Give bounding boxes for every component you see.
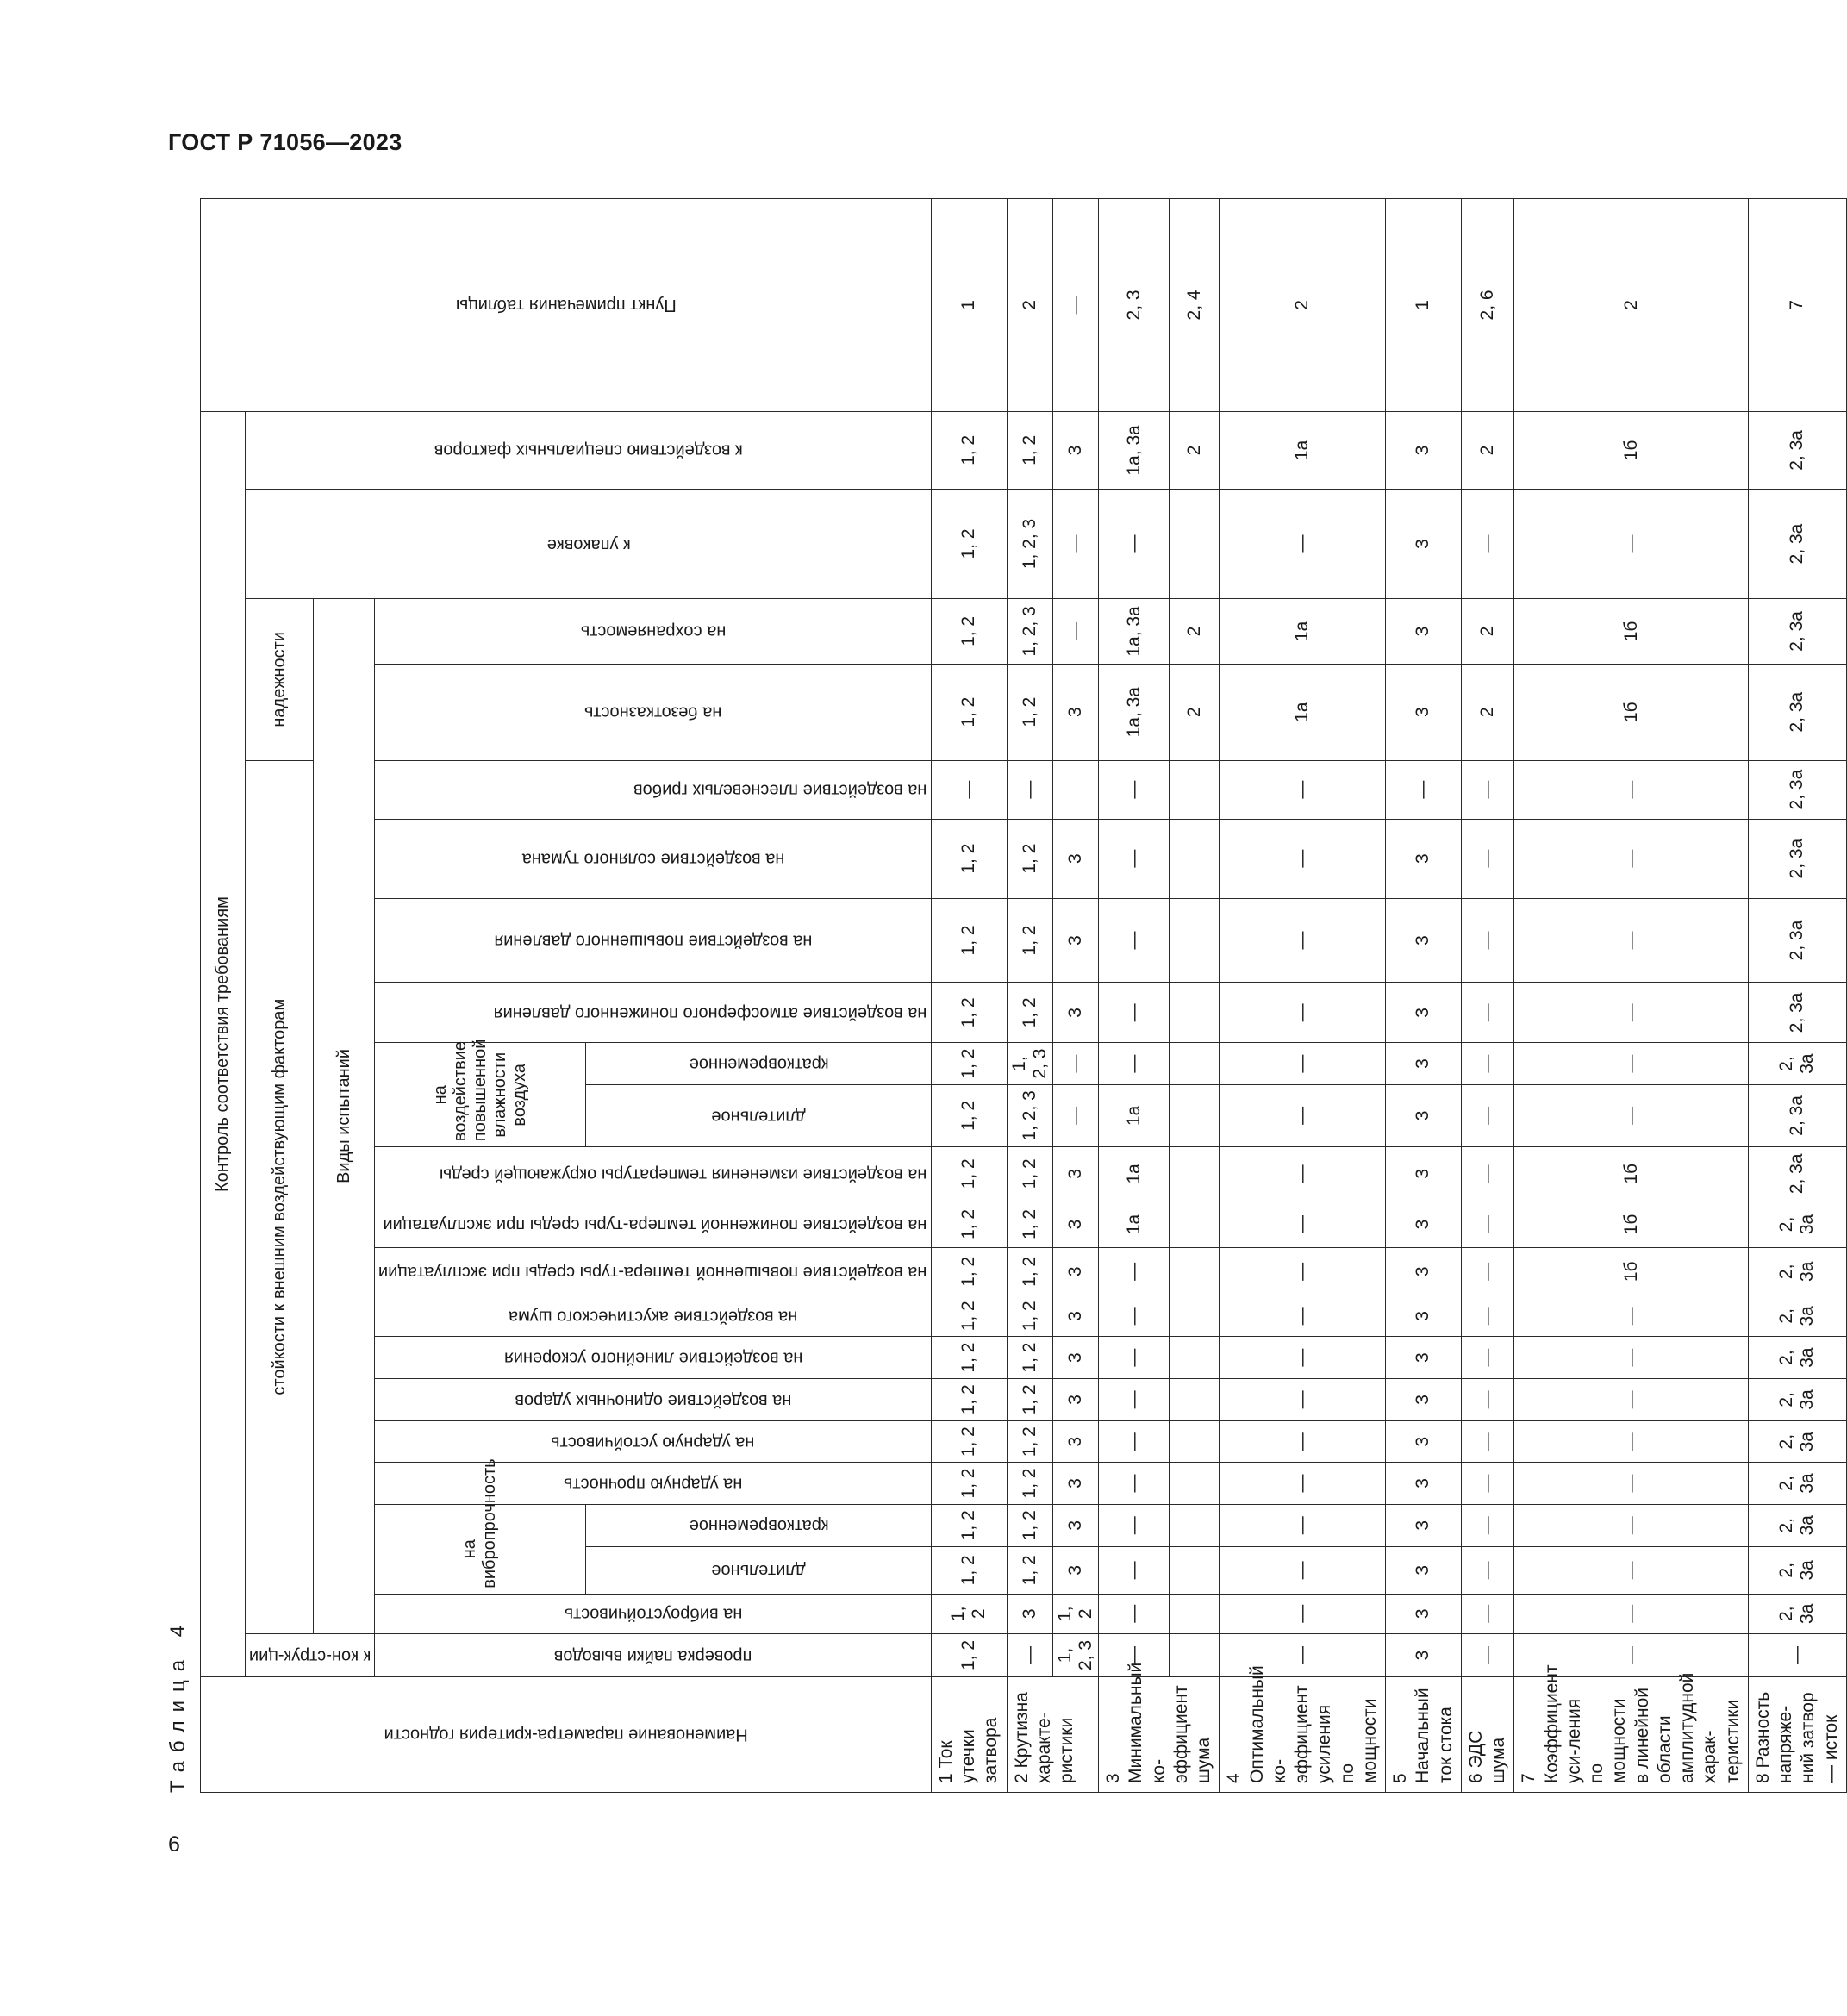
- table-cell: 3: [1386, 1201, 1462, 1248]
- table-cell: 1а: [1099, 1201, 1170, 1248]
- header-stability-group: стойкости к внешним воздействующим факторам: [246, 760, 314, 1633]
- table-cell: 1, 2: [931, 819, 1007, 898]
- table-row: [931, 199, 1007, 1793]
- table-cell: 1, 2, 3: [1007, 489, 1052, 598]
- table-cell: 1, 2: [931, 1043, 1007, 1084]
- header-col-faultlessness: на безотказность: [375, 664, 931, 760]
- table-cell: 1б: [1514, 599, 1749, 665]
- document-title: ГОСТ Р 71056—2023: [168, 129, 402, 155]
- table-cell: [1170, 898, 1220, 983]
- table-cell: 2, 3а: [1748, 1594, 1846, 1633]
- table-cell: 3: [1386, 1594, 1462, 1633]
- table-cell: —: [1514, 1084, 1749, 1146]
- table-cell: 2: [1007, 199, 1052, 412]
- table-cell: —: [1099, 1248, 1170, 1295]
- table-cell: 1а: [1220, 664, 1386, 760]
- table-cell: 1б: [1514, 1147, 1749, 1201]
- table-cell: —: [1220, 1248, 1386, 1295]
- table-cell: 3: [1052, 983, 1098, 1043]
- table-cell: 1, 2: [931, 1594, 1007, 1633]
- table-cell: 3: [1386, 898, 1462, 983]
- table-cell: —: [1052, 489, 1098, 598]
- table-cell: 3: [1052, 1378, 1098, 1420]
- table-cell: 3: [1052, 1504, 1098, 1546]
- table-cell: —: [1099, 1546, 1170, 1594]
- table-cell: —: [1220, 760, 1386, 819]
- table-cell: —: [1099, 489, 1170, 598]
- table-cell: 2, 4: [1170, 199, 1220, 412]
- table-cell: 3: [1386, 1337, 1462, 1378]
- table-cell: 3: [1052, 1295, 1098, 1337]
- table-cell: —: [1099, 1633, 1170, 1676]
- table-cell: [1170, 1295, 1220, 1337]
- table-cell: —: [1220, 1594, 1386, 1633]
- table-cell: [1170, 1147, 1220, 1201]
- table-row: [1170, 199, 1220, 1793]
- header-col-acoustic-noise: на воздействие акустического шума: [375, 1295, 931, 1337]
- table-cell: 3: [1052, 898, 1098, 983]
- corner-header: Наименование параметра-критерия годности: [201, 1677, 932, 1793]
- table-cell: —: [1514, 1337, 1749, 1378]
- header-col-linear-acceleration: на воздействие линейного ускорения: [375, 1337, 931, 1378]
- table-cell: 1, 2: [1007, 983, 1052, 1043]
- table-cell: 1, 2: [931, 1504, 1007, 1546]
- table-cell: —: [1461, 1378, 1514, 1420]
- table-cell: 3: [1386, 489, 1462, 598]
- table-cell: 2, 3а: [1748, 664, 1846, 760]
- table-cell: —: [1099, 898, 1170, 983]
- table-cell: 1, 2: [1007, 1378, 1052, 1420]
- table-cell: 3: [1386, 411, 1462, 489]
- table-cell: —: [1514, 1421, 1749, 1463]
- table-cell: [1170, 819, 1220, 898]
- table-cell: 1а: [1099, 1084, 1170, 1146]
- table-cell: 1, 2: [931, 1463, 1007, 1504]
- table-cell: [1052, 760, 1098, 819]
- table-cell: 2, 3а: [1748, 819, 1846, 898]
- table-cell: —: [1461, 489, 1514, 598]
- header-col-mold-fungi: на воздействие плесневелых грибов: [375, 760, 931, 819]
- table-cell: —: [1514, 983, 1749, 1043]
- table-cell: —: [1220, 983, 1386, 1043]
- table-cell: —: [1461, 1147, 1514, 1201]
- table-cell: —: [1461, 898, 1514, 983]
- table-cell: 3: [1052, 1546, 1098, 1594]
- table-cell: 1, 2: [931, 1378, 1007, 1420]
- table-row: [1461, 199, 1514, 1793]
- table-cell: —: [1099, 1337, 1170, 1378]
- table-row: [1099, 199, 1170, 1793]
- rotated-table-container: [200, 198, 1841, 1793]
- parameter-name: 3 Минимальный ко-эффициент шума: [1099, 1677, 1220, 1793]
- table-cell: 1, 2: [1007, 1463, 1052, 1504]
- table-cell: —: [1514, 1546, 1749, 1594]
- header-vibro-strength-group: на вибропрочность: [375, 1504, 586, 1594]
- table-cell: 2, 3а: [1748, 983, 1846, 1043]
- table-cell: 1, 2: [1007, 664, 1052, 760]
- table-cell: [1170, 1084, 1220, 1146]
- table-cell: —: [1461, 1546, 1514, 1594]
- table-cell: —: [1514, 1594, 1749, 1633]
- table-cell: —: [1099, 1504, 1170, 1546]
- table-cell: 7: [1748, 199, 1846, 412]
- table-cell: —: [1461, 1043, 1514, 1084]
- header-col-low-pressure: на воздействие атмосферного пониженного давления: [375, 983, 931, 1043]
- table-cell: 3: [1386, 664, 1462, 760]
- table-cell: 2: [1461, 664, 1514, 760]
- header-col-humidity-long: длительное: [586, 1084, 932, 1146]
- table-cell: —: [1007, 760, 1052, 819]
- table-cell: —: [1220, 1378, 1386, 1420]
- table-cell: —: [1099, 760, 1170, 819]
- table-cell: —: [1748, 1633, 1846, 1676]
- table-cell: 2, 3а: [1748, 1421, 1846, 1463]
- parameter-name: 7 Коэффициент уси-ления по мощности в линейной области амплитудной харак-теристики: [1514, 1677, 1749, 1793]
- header-col-high-pressure: на воздействие повышенного давления: [375, 898, 931, 983]
- table-cell: [1170, 1421, 1220, 1463]
- table-cell: —: [1514, 1378, 1749, 1420]
- table-cell: 2, 3а: [1748, 489, 1846, 598]
- header-special-factors: к воздействию специальных факторов: [246, 411, 932, 489]
- table-cell: 1, 2: [931, 489, 1007, 598]
- table-cell: —: [1514, 819, 1749, 898]
- table-cell: —: [1461, 983, 1514, 1043]
- header-test-kinds: Виды испытаний: [314, 599, 375, 1634]
- table-cell: —: [1220, 1337, 1386, 1378]
- table-cell: 1, 2: [931, 1147, 1007, 1201]
- table-cell: [1170, 983, 1220, 1043]
- table-cell: —: [1099, 1594, 1170, 1633]
- table-cell: —: [1514, 1504, 1749, 1546]
- table-cell: [1170, 1248, 1220, 1295]
- table-cell: —: [1461, 1421, 1514, 1463]
- table-cell: 3: [1386, 983, 1462, 1043]
- table-cell: 1, 2: [931, 1295, 1007, 1337]
- table-cell: 1а, 3а: [1099, 411, 1170, 489]
- table-cell: 1а, 3а: [1099, 664, 1170, 760]
- table-cell: 1, 2: [1007, 1504, 1052, 1546]
- table-cell: 3: [1052, 819, 1098, 898]
- table-cell: 1а: [1099, 1147, 1170, 1201]
- table-cell: 1б: [1514, 664, 1749, 760]
- table-cell: 2, 3а: [1748, 760, 1846, 819]
- table-cell: —: [1514, 1295, 1749, 1337]
- table-cell: 2: [1514, 199, 1749, 412]
- table-cell: 1, 2: [931, 1201, 1007, 1248]
- table-cell: —: [1099, 983, 1170, 1043]
- table-cell: 3: [1386, 1295, 1462, 1337]
- table-cell: 3: [1052, 411, 1098, 489]
- table-cell: [1170, 1201, 1220, 1248]
- table-cell: 1, 2: [1007, 898, 1052, 983]
- table-cell: [1170, 1043, 1220, 1084]
- table-cell: [1170, 760, 1220, 819]
- table-cell: 2, 3а: [1748, 1337, 1846, 1378]
- table-cell: 2: [1170, 664, 1220, 760]
- table-cell: —: [1099, 1043, 1170, 1084]
- header-note-column: Пункт примечания таблицы: [201, 199, 932, 412]
- table-cell: 1, 2: [931, 1084, 1007, 1146]
- table-cell: 2: [1461, 411, 1514, 489]
- table-label-text: Таблица 4: [166, 1616, 190, 1793]
- table-cell: [1170, 1504, 1220, 1546]
- table-cell: 3: [1052, 1337, 1098, 1378]
- table-cell: 1, 2: [1007, 1201, 1052, 1248]
- table-cell: —: [1461, 1463, 1514, 1504]
- table-cell: 3: [1386, 1633, 1462, 1676]
- table-cell: —: [1514, 1633, 1749, 1676]
- table-cell: 2, 3а: [1748, 1546, 1846, 1594]
- table-cell: —: [1461, 1594, 1514, 1633]
- table-4: [200, 198, 1847, 1793]
- table-cell: 1, 2: [931, 1546, 1007, 1594]
- table-cell: —: [1220, 898, 1386, 983]
- table-cell: —: [1461, 1248, 1514, 1295]
- table-cell: 2, 3а: [1748, 1043, 1846, 1084]
- table-cell: —: [1461, 1337, 1514, 1378]
- table-cell: —: [1220, 819, 1386, 898]
- table-cell: [1170, 1337, 1220, 1378]
- table-cell: —: [1220, 1504, 1386, 1546]
- table-cell: 2, 3а: [1748, 1463, 1846, 1504]
- table-cell: —: [1099, 1463, 1170, 1504]
- table-cell: —: [1052, 599, 1098, 665]
- table-row: [1220, 199, 1386, 1793]
- table-cell: [1170, 1378, 1220, 1420]
- header-col-single-shocks: на воздействие одиночных ударов: [375, 1378, 931, 1420]
- table-cell: 1, 2, 3: [1007, 1043, 1052, 1084]
- table-row: [1052, 199, 1098, 1793]
- table-cell: —: [1099, 819, 1170, 898]
- table-label: [166, 1616, 190, 1794]
- header-col-high-temperature: на воздействие повышенной темпера-туры среды при эксплуатации: [375, 1248, 931, 1295]
- table-cell: 3: [1052, 1421, 1098, 1463]
- table-cell: 2, 6: [1461, 199, 1514, 412]
- table-cell: 1, 2: [931, 1633, 1007, 1676]
- table-cell: 1, 2: [1007, 411, 1052, 489]
- header-main-group: Контроль соответствия требованиям: [201, 411, 246, 1676]
- table-cell: —: [1052, 1043, 1098, 1084]
- parameter-name: 5 Начальный ток стока: [1386, 1677, 1462, 1793]
- table-cell: 1, 2, 3: [1007, 1084, 1052, 1146]
- table-cell: 2: [1220, 199, 1386, 412]
- table-cell: —: [931, 760, 1007, 819]
- table-cell: 2, 3а: [1748, 411, 1846, 489]
- header-reliability-group: надежности: [246, 599, 314, 761]
- table-cell: 2, 3а: [1748, 1295, 1846, 1337]
- table-cell: —: [1220, 1201, 1386, 1248]
- table-cell: 1, 2: [931, 1421, 1007, 1463]
- table-cell: —: [1220, 1421, 1386, 1463]
- table-cell: 1а, 3а: [1099, 599, 1170, 665]
- table-cell: —: [1099, 1421, 1170, 1463]
- table-cell: —: [1220, 489, 1386, 598]
- table-cell: 2, 3а: [1748, 898, 1846, 983]
- table-cell: [1170, 1633, 1220, 1676]
- table-cell: 1, 2, 3: [1052, 1633, 1098, 1676]
- table-cell: 3: [1386, 819, 1462, 898]
- table-cell: —: [1220, 1147, 1386, 1201]
- header-col-shock-stability: на ударную устойчивость: [375, 1421, 931, 1463]
- table-cell: 3: [1386, 1463, 1462, 1504]
- table-cell: 1, 2: [931, 1337, 1007, 1378]
- table-cell: 1, 2: [1007, 1546, 1052, 1594]
- table-cell: [1170, 489, 1220, 598]
- table-cell: 1, 2: [1007, 1295, 1052, 1337]
- table-cell: 2, 3а: [1748, 1147, 1846, 1201]
- table-cell: 1б: [1514, 411, 1749, 489]
- table-cell: —: [1514, 489, 1749, 598]
- table-cell: 2: [1461, 599, 1514, 665]
- header-col-low-temperature: на воздействие пониженной темпера-туры среды при эксплуатации: [375, 1201, 931, 1248]
- table-row: [1386, 199, 1462, 1793]
- table-cell: 3: [1052, 1147, 1098, 1201]
- header-col-salt-fog: на воздействие соляного тумана: [375, 819, 931, 898]
- table-cell: 1, 2: [1052, 1594, 1098, 1633]
- table-cell: 1, 2: [1007, 1147, 1052, 1201]
- parameter-name: 8 Разность напряже-ний затвор — исток: [1748, 1677, 1846, 1793]
- table-cell: 2, 3а: [1748, 1084, 1846, 1146]
- parameter-name: 6 ЭДС шума: [1461, 1677, 1514, 1793]
- table-cell: 1, 2: [931, 599, 1007, 665]
- table-cell: —: [1514, 760, 1749, 819]
- table-cell: 2, 3а: [1748, 1201, 1846, 1248]
- table-cell: 2, 3а: [1748, 1504, 1846, 1546]
- table-cell: 1а: [1220, 411, 1386, 489]
- table-cell: —: [1220, 1633, 1386, 1676]
- table-cell: 3: [1052, 664, 1098, 760]
- table-cell: —: [1514, 1463, 1749, 1504]
- page-number: 6: [168, 1832, 180, 1857]
- table-cell: —: [1099, 1378, 1170, 1420]
- table-cell: 1, 2: [931, 1248, 1007, 1295]
- table-row: [1748, 199, 1846, 1793]
- table-cell: [1170, 1463, 1220, 1504]
- table-cell: 1, 2: [1007, 819, 1052, 898]
- table-cell: 1, 2, 3: [1007, 599, 1052, 665]
- table-cell: 3: [1386, 599, 1462, 665]
- table-cell: —: [1386, 760, 1462, 819]
- table-cell: —: [1220, 1546, 1386, 1594]
- table-cell: —: [1220, 1463, 1386, 1504]
- table-cell: 1, 2: [931, 411, 1007, 489]
- table-cell: 1, 2: [931, 664, 1007, 760]
- table-cell: 3: [1007, 1594, 1052, 1633]
- table-cell: —: [1220, 1295, 1386, 1337]
- table-cell: —: [1052, 199, 1098, 412]
- table-cell: 1, 2: [1007, 1337, 1052, 1378]
- table-cell: 1: [931, 199, 1007, 412]
- table-cell: 1, 2: [931, 898, 1007, 983]
- header-col-vibro-short: кратковременное: [586, 1504, 932, 1546]
- header-construction: к кон-струк-ции: [246, 1633, 375, 1676]
- table-cell: 3: [1386, 1147, 1462, 1201]
- header-col-solder-check: проверка пайки выводов: [375, 1633, 931, 1676]
- table-cell: 3: [1386, 1084, 1462, 1146]
- header-col-temperature-change: на воздействие изменения температуры окружающей среды: [375, 1147, 931, 1201]
- table-cell: 1, 2: [1007, 1248, 1052, 1295]
- parameter-name: 4 Оптимальный ко-эффициент усиления по мощности: [1220, 1677, 1386, 1793]
- table-cell: —: [1461, 1084, 1514, 1146]
- table-cell: —: [1461, 1633, 1514, 1676]
- table-row: [1007, 199, 1052, 1793]
- header-col-vibro-stability: на виброустойчивость: [375, 1594, 931, 1633]
- table-cell: 3: [1386, 1546, 1462, 1594]
- header-col-vibro-long: длительное: [586, 1546, 932, 1594]
- table-cell: 2, 3а: [1748, 1248, 1846, 1295]
- table-cell: 3: [1386, 1504, 1462, 1546]
- table-cell: —: [1461, 1201, 1514, 1248]
- table-cell: 1, 2: [1007, 1421, 1052, 1463]
- table-cell: —: [1514, 898, 1749, 983]
- table-cell: —: [1007, 1633, 1052, 1676]
- table-cell: —: [1099, 1295, 1170, 1337]
- table-cell: 3: [1052, 1463, 1098, 1504]
- table-cell: 2: [1170, 599, 1220, 665]
- table-cell: 2, 3а: [1748, 1378, 1846, 1420]
- table-cell: 3: [1386, 1421, 1462, 1463]
- table-cell: [1170, 1546, 1220, 1594]
- table-cell: 3: [1052, 1201, 1098, 1248]
- table-cell: 2: [1170, 411, 1220, 489]
- table-cell: 1а: [1220, 599, 1386, 665]
- table-cell: —: [1461, 760, 1514, 819]
- table-cell: 2, 3а: [1748, 599, 1846, 665]
- parameter-name: 1 Ток утечки затвора: [931, 1677, 1007, 1793]
- table-cell: 1: [1386, 199, 1462, 412]
- table-cell: —: [1514, 1043, 1749, 1084]
- table-cell: —: [1220, 1043, 1386, 1084]
- header-col-storability: на сохраняемость: [375, 599, 931, 665]
- table-cell: —: [1220, 1084, 1386, 1146]
- header-humidity-group: на воздействие повышенной влажности воздуха: [375, 1043, 586, 1147]
- table-cell: [1170, 1594, 1220, 1633]
- header-col-humidity-short: кратковременное: [586, 1043, 932, 1084]
- table-cell: 1, 2: [931, 983, 1007, 1043]
- header-packaging: к упаковке: [246, 489, 932, 598]
- table-cell: —: [1461, 819, 1514, 898]
- table-cell: 1б: [1514, 1248, 1749, 1295]
- table-cell: —: [1461, 1504, 1514, 1546]
- table-cell: —: [1052, 1084, 1098, 1146]
- table-cell: 3: [1052, 1248, 1098, 1295]
- table-cell: 3: [1386, 1378, 1462, 1420]
- table-row: [1514, 199, 1749, 1793]
- table-cell: 3: [1386, 1043, 1462, 1084]
- table-cell: 2, 3: [1099, 199, 1170, 412]
- table-cell: —: [1461, 1295, 1514, 1337]
- parameter-name: 2 Крутизна характе-ристики: [1007, 1677, 1099, 1793]
- table-cell: 3: [1386, 1248, 1462, 1295]
- header-col-shock-strength: на ударную прочность: [375, 1463, 931, 1504]
- table-cell: 1б: [1514, 1201, 1749, 1248]
